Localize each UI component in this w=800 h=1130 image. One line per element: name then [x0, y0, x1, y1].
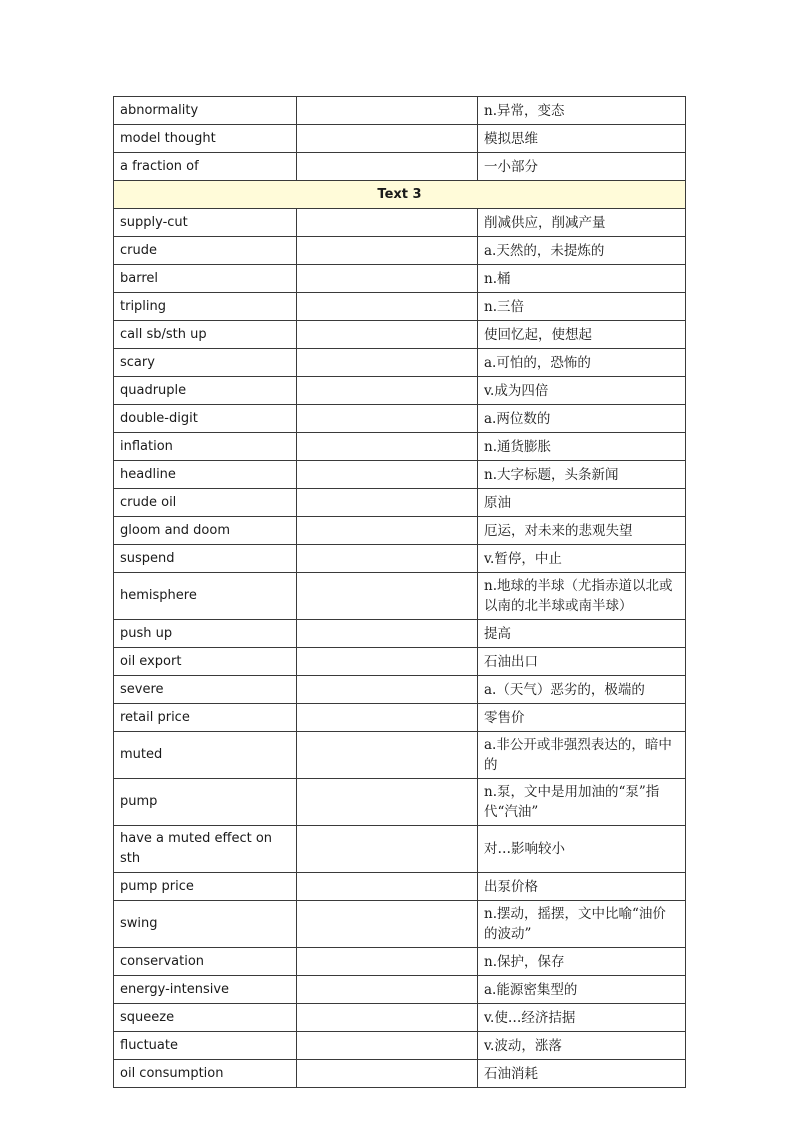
vocab-row	[114, 209, 686, 237]
vocab-row	[114, 349, 686, 377]
vocab-row	[114, 1004, 686, 1032]
vocabulary-table-body	[114, 97, 686, 1088]
vocabulary-table	[113, 96, 686, 1088]
vocab-meaning: n.大字标题，头条新闻	[478, 461, 686, 489]
vocab-blank-cell	[297, 237, 478, 265]
vocab-word: fluctuate	[114, 1032, 297, 1060]
vocab-word: retail price	[114, 704, 297, 732]
vocab-blank-cell	[297, 676, 478, 704]
vocab-meaning: 提高	[478, 620, 686, 648]
vocab-word: hemisphere	[114, 573, 297, 620]
vocab-blank-cell	[297, 826, 478, 873]
vocab-word: crude oil	[114, 489, 297, 517]
vocab-word: headline	[114, 461, 297, 489]
vocab-blank-cell	[297, 433, 478, 461]
vocab-meaning: n.异常，变态	[478, 97, 686, 125]
vocab-row	[114, 901, 686, 948]
vocab-word: abnormality	[114, 97, 297, 125]
vocab-row	[114, 1060, 686, 1088]
vocab-blank-cell	[297, 704, 478, 732]
vocab-word: have a muted effect on sth	[114, 826, 297, 873]
vocab-meaning: v.成为四倍	[478, 377, 686, 405]
vocab-word: a fraction of	[114, 153, 297, 181]
vocab-word: muted	[114, 732, 297, 779]
vocab-word: conservation	[114, 948, 297, 976]
vocab-row	[114, 405, 686, 433]
vocab-blank-cell	[297, 901, 478, 948]
vocab-meaning: 石油出口	[478, 648, 686, 676]
vocab-row	[114, 779, 686, 826]
vocab-row	[114, 265, 686, 293]
vocab-meaning: 石油消耗	[478, 1060, 686, 1088]
vocab-blank-cell	[297, 976, 478, 1004]
vocab-meaning: a.天然的，未提炼的	[478, 237, 686, 265]
vocab-meaning: 原油	[478, 489, 686, 517]
vocab-word: suspend	[114, 545, 297, 573]
vocab-word: model thought	[114, 125, 297, 153]
vocab-blank-cell	[297, 648, 478, 676]
vocab-row	[114, 1032, 686, 1060]
vocab-meaning: 模拟思维	[478, 125, 686, 153]
vocab-word: pump	[114, 779, 297, 826]
vocab-blank-cell	[297, 573, 478, 620]
vocab-meaning: a.非公开或非强烈表达的，暗中的	[478, 732, 686, 779]
vocab-blank-cell	[297, 461, 478, 489]
vocab-meaning: 使回忆起，使想起	[478, 321, 686, 349]
vocab-row	[114, 976, 686, 1004]
vocab-word: oil consumption	[114, 1060, 297, 1088]
vocab-word: supply-cut	[114, 209, 297, 237]
vocab-word: call sb/sth up	[114, 321, 297, 349]
vocab-blank-cell	[297, 873, 478, 901]
vocab-blank-cell	[297, 1004, 478, 1032]
vocab-word: tripling	[114, 293, 297, 321]
vocab-word: inflation	[114, 433, 297, 461]
vocab-meaning: a.两位数的	[478, 405, 686, 433]
vocab-blank-cell	[297, 153, 478, 181]
vocab-row	[114, 948, 686, 976]
vocab-row	[114, 826, 686, 873]
vocab-row	[114, 293, 686, 321]
vocab-row	[114, 573, 686, 620]
vocab-blank-cell	[297, 779, 478, 826]
vocab-blank-cell	[297, 948, 478, 976]
vocab-row	[114, 321, 686, 349]
vocab-word: barrel	[114, 265, 297, 293]
vocab-row	[114, 377, 686, 405]
vocab-meaning: n.摆动，摇摆，文中比喻“油价的波动”	[478, 901, 686, 948]
vocab-word: push up	[114, 620, 297, 648]
vocab-word: pump price	[114, 873, 297, 901]
vocab-meaning: n.保护，保存	[478, 948, 686, 976]
vocab-blank-cell	[297, 265, 478, 293]
vocab-row	[114, 153, 686, 181]
vocab-blank-cell	[297, 517, 478, 545]
section-title: Text 3	[114, 181, 686, 209]
vocab-row	[114, 704, 686, 732]
vocab-blank-cell	[297, 545, 478, 573]
vocab-row	[114, 237, 686, 265]
vocab-meaning: a.可怕的，恐怖的	[478, 349, 686, 377]
vocab-meaning: 厄运，对未来的悲观失望	[478, 517, 686, 545]
vocab-meaning: a.（天气）恶劣的，极端的	[478, 676, 686, 704]
vocab-row	[114, 648, 686, 676]
vocab-row	[114, 676, 686, 704]
vocab-word: double-digit	[114, 405, 297, 433]
vocab-blank-cell	[297, 209, 478, 237]
vocab-row	[114, 97, 686, 125]
vocab-meaning: 出泵价格	[478, 873, 686, 901]
vocab-blank-cell	[297, 377, 478, 405]
vocab-meaning: n.泵，文中是用加油的“泵”指代“汽油”	[478, 779, 686, 826]
vocab-meaning: 一小部分	[478, 153, 686, 181]
vocab-word: crude	[114, 237, 297, 265]
vocab-meaning: a.能源密集型的	[478, 976, 686, 1004]
vocab-row	[114, 125, 686, 153]
vocab-blank-cell	[297, 97, 478, 125]
vocab-word: severe	[114, 676, 297, 704]
vocab-word: swing	[114, 901, 297, 948]
vocab-meaning: v.暂停，中止	[478, 545, 686, 573]
vocab-row	[114, 517, 686, 545]
vocab-word: gloom and doom	[114, 517, 297, 545]
vocab-blank-cell	[297, 321, 478, 349]
vocab-blank-cell	[297, 293, 478, 321]
vocab-meaning: v.使…经济拮据	[478, 1004, 686, 1032]
vocab-meaning: 削减供应，削减产量	[478, 209, 686, 237]
vocab-row	[114, 461, 686, 489]
vocab-blank-cell	[297, 125, 478, 153]
vocab-blank-cell	[297, 349, 478, 377]
vocab-blank-cell	[297, 1032, 478, 1060]
section-header-row	[114, 181, 686, 209]
vocab-word: squeeze	[114, 1004, 297, 1032]
vocab-row	[114, 433, 686, 461]
vocab-row	[114, 732, 686, 779]
vocab-word: scary	[114, 349, 297, 377]
vocab-row	[114, 489, 686, 517]
vocab-meaning: v.波动，涨落	[478, 1032, 686, 1060]
vocab-word: energy-intensive	[114, 976, 297, 1004]
vocab-meaning: n.三倍	[478, 293, 686, 321]
vocab-meaning: n.桶	[478, 265, 686, 293]
vocab-row	[114, 620, 686, 648]
vocab-word: quadruple	[114, 377, 297, 405]
vocab-row	[114, 545, 686, 573]
vocab-blank-cell	[297, 405, 478, 433]
vocab-blank-cell	[297, 489, 478, 517]
vocab-row	[114, 873, 686, 901]
vocab-word: oil export	[114, 648, 297, 676]
vocab-meaning: n.通货膨胀	[478, 433, 686, 461]
vocab-blank-cell	[297, 732, 478, 779]
vocab-meaning: 对…影响较小	[478, 826, 686, 873]
vocab-blank-cell	[297, 1060, 478, 1088]
vocab-meaning: n.地球的半球（尤指赤道以北或以南的北半球或南半球）	[478, 573, 686, 620]
vocab-blank-cell	[297, 620, 478, 648]
vocab-meaning: 零售价	[478, 704, 686, 732]
